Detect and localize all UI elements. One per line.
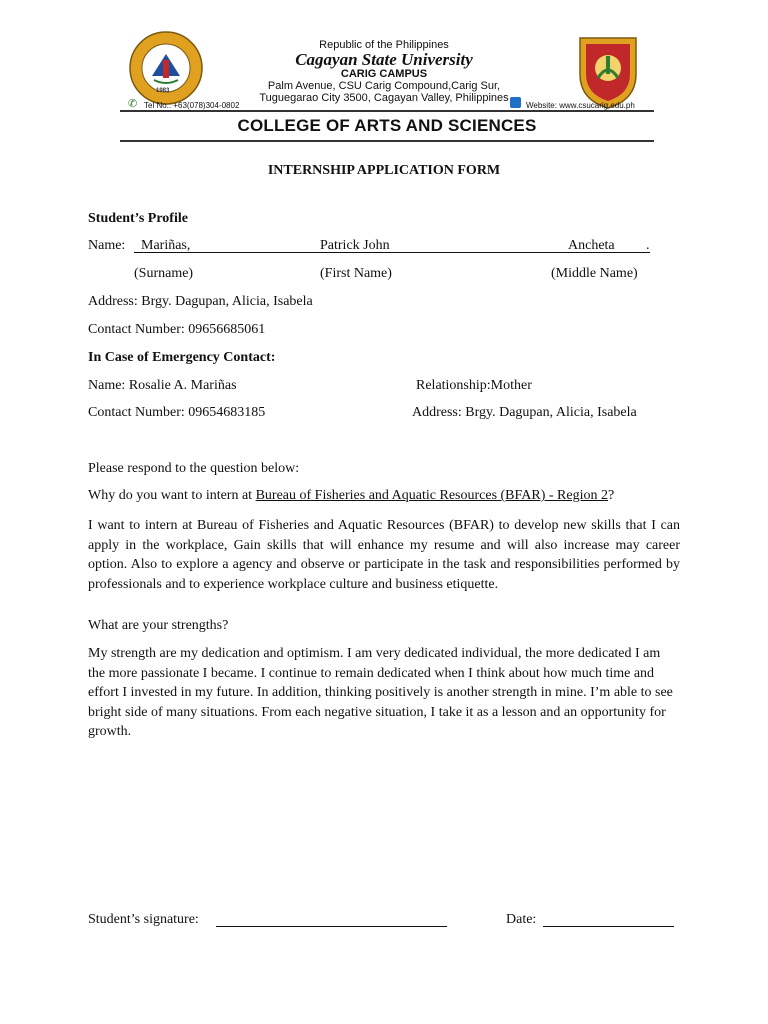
college-banner: COLLEGE OF ARTS AND SCIENCES [120,110,654,142]
surname-caption: (Surname) [134,266,194,281]
university-name: Cagayan State University [295,50,473,69]
respond-prompt: Please respond to the question below: [88,461,300,476]
date-label: Date: [506,912,537,927]
telephone-number: Tel No.: +63(078)304-0802 [144,101,240,110]
first-name-caption: (First Name) [320,266,392,281]
internship-organization: Bureau of Fisheries and Aquatic Resources (BFAR) - Region 2 [255,488,608,503]
website-address: Website: www.csucarig.edu.ph [526,101,635,110]
name-end-period: . [646,238,650,253]
question-why-intern-suffix: ? [607,488,615,503]
question-why-intern [88,488,614,504]
form-title: INTERNSHIP APPLICATION FORM [267,163,501,178]
profile-heading: Student’s Profile [88,211,188,226]
student-address: Address: Brgy. Dagupan, Alicia, Isabela [88,294,313,309]
surname-value: Mariñas, [141,238,191,253]
globe-icon [510,97,521,108]
question-why-intern-prefix: Why do you want to intern at [88,488,256,503]
question-strengths: What are your strengths? [88,618,229,633]
name-label: Name: [88,238,126,253]
phone-icon: ✆ [128,98,138,110]
address-line-1: Palm Avenue, CSU Carig Compound,Carig Sur, [267,80,501,92]
address-line-2: Tuguegarao City 3500, Cagayan Valley, Philippines [259,92,509,104]
republic-line: Republic of the Philippines [319,39,449,51]
emergency-name: Name: Rosalie A. Mariñas [88,378,237,393]
campus-name: CARIG CAMPUS [340,68,428,80]
date-line[interactable] [543,926,674,927]
student-contact-number: Contact Number: 09656685061 [88,322,266,337]
emergency-address: Address: Brgy. Dagupan, Alicia, Isabela [412,405,637,420]
middle-name-caption: (Middle Name) [551,266,638,281]
emergency-contact-number: Contact Number: 09654683185 [88,405,266,420]
answer-why-intern: I want to intern at Bureau of Fisheries and Aquatic Resources (BFAR) to develop new skills that I can apply in the workplace, Gain skills that will enhance my resume and will also increase may career option. Also to explore a agency and observe or participate in the task and responsibilities performed by professionals and to experience workplace culture and business etiquette. [88,518,680,592]
first-name-value: Patrick John [320,238,390,253]
middle-name-value: Ancheta [568,238,615,253]
emergency-heading: In Case of Emergency Contact: [88,350,276,365]
college-seal-year: 1983 [156,88,170,94]
signature-label: Student’s signature: [88,912,199,927]
answer-strengths: My strength are my dedication and optimism. I am very dedicated individual, the more dedicated I am the more passionate I became. I continue to remain dedicated when I think about how much time and effort I invested in my future. In addition, thinking positively is another strength in mine. I’m able to see bright side of many situations. From each negative situation, I take it as a lesson and an opportunity for growth. [88,646,673,739]
signature-line[interactable] [216,926,447,927]
emergency-relationship: Relationship:Mother [416,378,532,393]
